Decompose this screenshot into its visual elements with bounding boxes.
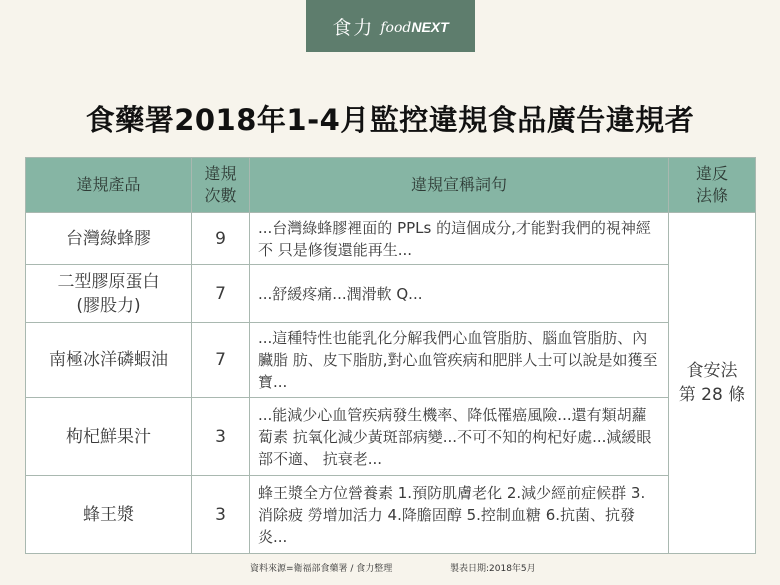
table-date-note: 製表日期:2018年5月 — [450, 564, 536, 574]
page-title: 食藥署2018年1-4月監控違規食品廣告違規者 — [85, 103, 695, 137]
product-cell: 枸杞鮮果汁 — [26, 398, 192, 476]
count-cell: 3 — [192, 398, 250, 476]
count-cell: 3 — [192, 476, 250, 554]
header-law: 違反 法條 — [669, 158, 756, 213]
table-row — [26, 265, 756, 323]
data-source-note: 資料來源=衛福部食藥署 / 食力整理 — [250, 564, 393, 574]
claim-cell: ...舒緩疼痛...潤滑軟 Q... — [250, 265, 669, 323]
product-cell: 台灣綠蜂膠 — [26, 213, 192, 265]
product-cell: 蜂王漿 — [26, 476, 192, 554]
claim-cell: 蜂王漿全方位營養素 1.預防肌膚老化 2.減少經前症候群 3.消除疲 勞增加活力 4.降膽固醇 5.控制血糖 6.抗菌、抗發炎... — [250, 476, 669, 554]
claim-cell: ...這種特性也能乳化分解我們心血管脂肪、腦血管脂肪、內臟脂 肪、皮下脂肪,對心血管疾病和肥胖人士可以說是如獲至寶... — [250, 323, 669, 398]
law-cell: 食安法 第 28 條 — [669, 213, 756, 554]
product-cell: 二型膠原蛋白 (膠股力) — [26, 265, 192, 323]
table-row — [26, 323, 756, 398]
table-row — [26, 476, 756, 554]
violations-table — [25, 157, 756, 554]
claim-cell: ...能減少心血管疾病發生機率、降低罹癌風險...還有類胡蘿蔔素 抗氧化減少黃斑部病變...不可不知的枸杞好處...減緩眼部不適、 抗衰老... — [250, 398, 669, 476]
count-cell: 7 — [192, 265, 250, 323]
logo-english-text: foodNEXT — [380, 18, 449, 36]
count-cell: 7 — [192, 323, 250, 398]
logo-chinese-text: 食力 — [332, 16, 375, 39]
table-row — [26, 398, 756, 476]
product-cell: 南極冰洋磷蝦油 — [26, 323, 192, 398]
count-cell: 9 — [192, 213, 250, 265]
table-header-row — [26, 158, 756, 213]
header-product: 違規產品 — [26, 158, 192, 213]
claim-cell: ...台灣綠蜂膠裡面的 PPLs 的這個成分,才能對我們的視神經不 只是修復還能再生... — [250, 213, 669, 265]
brand-logo — [306, 0, 475, 52]
table-row — [26, 213, 756, 265]
header-claim: 違規宣稱詞句 — [250, 158, 669, 213]
header-count: 違規 次數 — [192, 158, 250, 213]
